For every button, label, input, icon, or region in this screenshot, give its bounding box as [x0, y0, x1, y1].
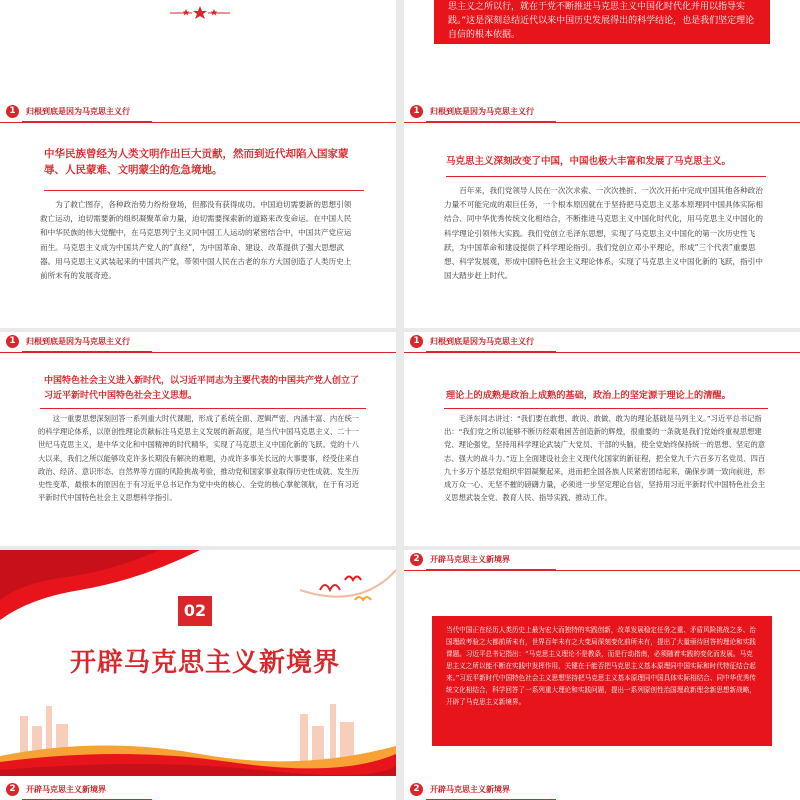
quote-box — [434, 0, 770, 44]
lead-statement: 马克思主义深刻改变了中国，中国也极大丰富和发展了马克思主义。 — [446, 156, 732, 167]
section-title: 开辟马克思主义新境界 — [430, 555, 510, 564]
section-number-badge: 1 — [410, 105, 423, 118]
slide-new-realm — [404, 550, 800, 800]
section-number-badge: 2 — [6, 783, 19, 796]
section-header — [404, 102, 800, 123]
section-title: 开辟马克思主义新境界 — [26, 785, 106, 794]
section-number-badge: 1 — [6, 105, 19, 118]
slide-new-era-thought — [0, 332, 396, 546]
lead-statement: 中华民族曾经为人类文明作出巨大贡献，然而到近代却陷入国家蒙辱、人民蒙难、文明蒙尘的危急境地。 — [44, 148, 349, 176]
content-box — [432, 616, 772, 746]
section-number-badge: 1 — [6, 335, 19, 348]
divider — [40, 408, 366, 409]
section-header-bottom — [0, 780, 396, 800]
section-title: 归根到底是因为马克思主义行 — [26, 107, 130, 116]
quote-text: 思主义之所以行，就在于党不断推进马克思主义中国化时代化并用以指导实践。”这是深刻总结近代以来中国历史发展得出的科学结论，也是我们坚定理论自信的根本依据。 — [448, 2, 755, 40]
divider — [446, 176, 766, 177]
section-header — [404, 550, 800, 571]
section-header — [0, 102, 396, 123]
section-cover-title: 开辟马克思主义新境界 — [70, 648, 341, 678]
section-number-box: 02 — [178, 596, 212, 626]
star-ornament — [170, 6, 230, 20]
slide-section-cover — [0, 550, 396, 800]
bird-ornament — [315, 570, 375, 610]
section-header-bottom — [404, 780, 800, 800]
body-paragraph: 毛泽东同志讲过：“我们要在敢想、敢说、敢做、敢为的理论基础是马列主义。”习近平总书记指出：“我们党之所以能够不断历经艰难困苦创造新的辉煌，很重要的一条就是我们党始终重视思想建党、理论强党，坚持用科学理论武装广大党员、干部的头脑，使全党始终保持统一的思想、坚定的意志、强大的战斗力。”迈上全面建设社会主义现代化国家的新征程，把全党九千六百多万名党员、四百九十多万个基层党组织牢固凝聚起来，进而把全国各族人民紧密团结起来，确保步调一致向前进，形成万众一心、无坚不摧的磅礴力量，必须进一步坚定理论自信，坚持用习近平新时代中国特色社会主义思想武装全党、教育人民、指导实践、推动工作。 — [444, 414, 766, 503]
body-paragraph: 百年来，我们党领导人民在一次次求索、一次次挫折、一次次开拓中完成中国其他各种政治力量不可能完成的艰巨任务，一个根本原因就在于坚持把马克思主义基本原理同中国具体实际相结合、同中华优秀传统文化相结合，不断推进马克思主义中国化时代化，用马克思主义中国化的科学理论引领伟大实践。我们党创立毛泽东思想，实现了马克思主义中国化的第一次历史性飞跃，为中国革命和建设提供了科学理论指引。我们党创立邓小平理论，形成“三个代表”重要思想、科学发展观，形成中国特色社会主义理论体系，实现了马克思主义中国化新的飞跃，指引中国大踏步赶上时代。 — [444, 186, 763, 281]
city-skyline-banner — [0, 696, 396, 776]
body-paragraph: 为了救亡图存，各种政治势力纷纷登场，但都没有获得成功。中国迫切需要新的思想引领救亡运动，迫切需要新的组织凝聚革命力量，迫切需要探索新的道路来改变命运。在中国人民和中华民族的伟大觉醒中，在马克思列宁主义同中国工人运动的紧密结合中，中国共产党应运而生。马克思主义成为中国共产党人的“真经”，为中国革命、建设、改革提供了强大思想武器。用马克思主义武装起来的中国共产党，带领中国人民在古老的东方大国创造了人类历史上前所未有的发展奇迹。 — [40, 200, 352, 281]
content-text: 当代中国正在经历人类历史上最为宏大而独特的实践创新，改革发展稳定任务之重、矛盾风险挑战之多、治国理政考验之大都前所未有，世界百年未有之大变局深刻变化前所未有，提出了大量亟待回答的理论和实践课题。习近平总书记指出：“马克思主义理论不是教条，而是行动指南，必须随着实践的变化而发展。马克思主义之所以能不断在实践中发挥作用，关键在于能否把马克思主义基本原理同中国实际和时代特征结合起来。”习近平新时代中国特色社会主义思想坚持把马克思主义基本原理同中国具体实际相结合、同中华优秀传统文化相结合，科学回答了一系列重大理论和实践问题，提出一系列原创性治国理政新理念新思想新战略，开辟了马克思主义新境界。 — [446, 626, 757, 706]
section-title: 归根到底是因为马克思主义行 — [26, 337, 130, 346]
divider — [44, 190, 364, 191]
section-number-badge: 2 — [410, 783, 423, 796]
section-title: 开辟马克思主义新境界 — [430, 785, 510, 794]
lead-statement: 理论上的成熟是政治上成熟的基础，政治上的坚定源于理论上的清醒。 — [446, 390, 731, 401]
section-header — [404, 332, 800, 353]
section-header — [0, 332, 396, 353]
body-paragraph: 这一重要思想深刻回答一系列重大时代课题，形成了系统全面、逻辑严密、内涵丰富、内在统一的科学理论体系，以原创性理论贡献标注马克思主义发展的新高度，是当代中国马克思主义、二十一世纪马克思主义，是中华文化和中国精神的时代精华，实现了马克思主义中国化新的飞跃。党的十八大以来，我们之所以能够攻克许多长期没有解决的难题，办成许多事关长远的大事要事，经受住来自政治、经济、意识形态、自然界等方面的风险挑战考验，推动党和国家事业取得历史性成就、发生历史性变革，最根本的原因在于有习近平总书记作为党中央的核心、全党的核心掌舵领航，在于有习近平新时代中国特色社会主义思想科学指引。 — [38, 414, 360, 503]
slide-marxism-changed-china — [404, 102, 800, 328]
slide-theory-maturity — [404, 332, 800, 546]
section-title: 归根到底是因为马克思主义行 — [430, 107, 534, 116]
slide-history-origin — [0, 102, 396, 328]
divider — [444, 408, 768, 409]
section-number-badge: 2 — [410, 553, 423, 566]
lead-statement: 中国特色社会主义进入新时代，以习近平同志为主要代表的中国共产党人创立了习近平新时代中国特色社会主义思想。 — [44, 376, 360, 401]
section-number-badge: 1 — [410, 335, 423, 348]
section-title: 归根到底是因为马克思主义行 — [430, 337, 534, 346]
